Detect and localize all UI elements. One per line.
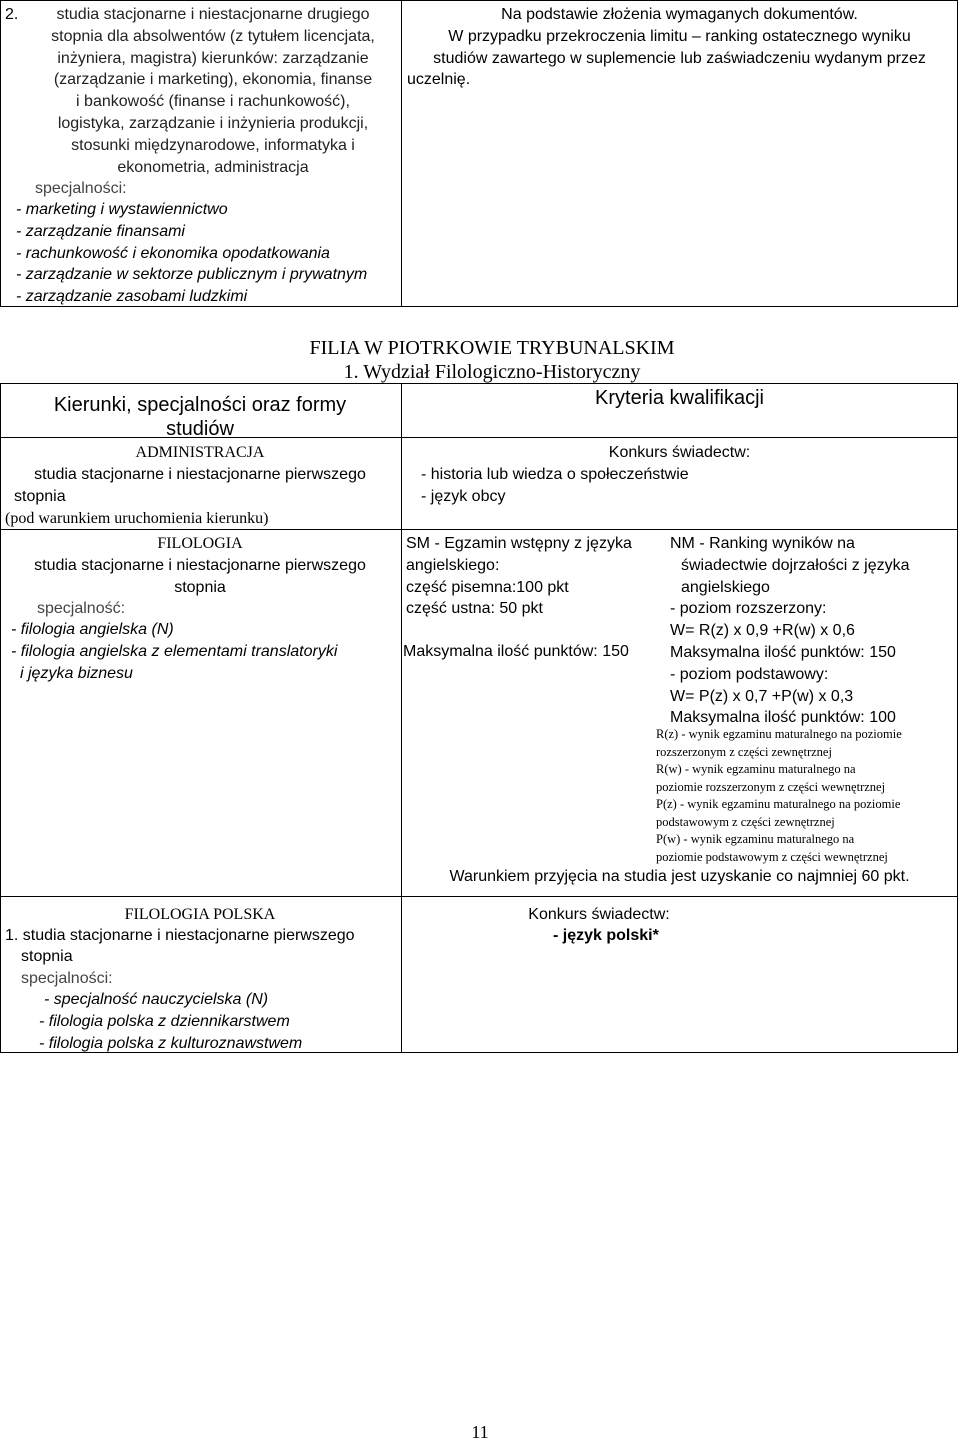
- administracja-cell: ADMINISTRACJA studia stacjonarne i niestacjonarne pierwszego: [2, 442, 398, 486]
- admission-condition: Warunkiem przyjęcia na studia jest uzyskanie co najmniej 60 pkt.: [449, 868, 910, 885]
- page-number: 11: [471, 1422, 489, 1442]
- top-criteria-last: uczelnię.: [407, 71, 471, 88]
- table-border: [401, 383, 402, 1053]
- program-title: FILOLOGIA POLSKA: [124, 906, 276, 923]
- filologia-polska-criteria-title: Konkurs świadectw:: [528, 906, 670, 923]
- list-item: - zarządzanie finansami: [16, 222, 185, 240]
- list-item: - filologia polska z dziennikarstwem: [39, 1012, 290, 1030]
- nm-criteria: NM - Ranking wyników na świadectwie dojrzałości z języka angielskiego - poziom rozszerzony: W= R(z) x 0,9 +R(w) x 0,6 Maksymalna ilość punktów: 150 - poziom podstawowy: W= P(z) x 0,7 +P(w) x 0,3 Maksymalna ilość punktów: 100: [670, 535, 910, 727]
- top-criteria: Na podstawie złożenia wymaganych dokumentów. W przypadku przekroczenia limitu – ranking ostatecznego wyniku studiów zawartego w suplemencie lub zaświadczeniu wydanym przez: [433, 6, 926, 67]
- table-border: [0, 383, 1, 1053]
- list-item: - język obcy: [421, 487, 506, 505]
- list-item: - marketing i wystawiennictwo: [16, 201, 228, 218]
- filologia-polska-spec-list: [39, 989, 302, 1054]
- list-item: - filologia polska z kulturoznawstwem: [39, 1034, 303, 1052]
- administracja-note: (pod warunkiem uruchomienia kierunku): [5, 510, 269, 527]
- spec-label: specjalności:: [35, 180, 127, 197]
- study-description: studia stacjonarne i niestacjonarne drugiego stopnia dla absolwentów (z tytułem licencjata, inżyniera, magistra) kierunków: zarządzanie (zarządzanie i marketing), ekonomia, finanse i bankowość (finanse i rachunkowość), logistyka, zarządzanie i inżynieria produkcji, stosunki międzynarodowe, informatyka i ekonometria, administracja: [51, 6, 375, 176]
- table-border: [957, 0, 958, 307]
- table-border: [957, 383, 958, 1053]
- col-header-criteria: Kryteria kwalifikacji: [595, 387, 764, 409]
- filologia-spec-list: - filologia angielska (N) - filologia angielska z elementami translatoryki i języka biznesu: [11, 621, 338, 682]
- sm-criteria: SM - Egzamin wstępny z języka angielskiego: część pisemna:100 pkt część ustna: 50 pkt: [406, 535, 632, 618]
- faculty-title: 1. Wydział Filologiczno-Historyczny: [343, 361, 641, 383]
- specialization-list: [16, 199, 367, 308]
- program-title: ADMINISTRACJA: [135, 444, 265, 461]
- table-border: [0, 383, 958, 384]
- item-number: 2.: [5, 6, 19, 23]
- list-item: - rachunkowość i ekonomika opodatkowania: [16, 244, 330, 262]
- spec-label: specjalności:: [21, 970, 113, 987]
- filologia-polska-cell: [2, 904, 398, 926]
- list-item: - zarządzanie w sektorze publicznym i prywatnym: [16, 266, 368, 284]
- filologia-polska-criteria-item: - język polski*: [553, 927, 659, 944]
- list-item: - zarządzanie zasobami ludzkimi: [16, 288, 248, 306]
- spec-label: specjalność:: [37, 600, 126, 617]
- table-border: [0, 0, 958, 1]
- list-item: - filologia angielska (N): [11, 621, 174, 638]
- administracja-criteria-title: Konkurs świadectw:: [608, 444, 751, 461]
- branch-title: FILIA W PIOTRKOWIE TRYBUNALSKIM: [309, 337, 675, 359]
- list-item: - filologia angielska z elementami translatoryki: [11, 642, 338, 660]
- table-border: [0, 896, 958, 897]
- sm-max: Maksymalna ilość punktów: 150: [403, 643, 629, 660]
- legend: R(z) - wynik egzaminu maturalnego na poziomie rozszerzonym z części zewnętrznej R(w) - wynik egzaminu maturalnego na poziomie rozszerzonym z części wewnętrznej P(z) - wynik egzaminu maturalnego na poziomie podstawowym z części zewnętrznej P(w) - wynik egzaminu maturalnego na poziomie podstawowym z części wewnętrznej: [656, 727, 902, 864]
- list-item: - historia lub wiedza o społeczeństwie: [421, 466, 689, 483]
- col-header-programs: Kierunki, specjalności oraz formy studiów: [53, 394, 347, 440]
- program-title: FILOLOGIA: [157, 535, 243, 552]
- table-border: [0, 0, 1, 307]
- filologia-cell: FILOLOGIA studia stacjonarne i niestacjonarne pierwszego stopnia: [2, 533, 398, 598]
- list-item: - specjalność nauczycielska (N): [44, 991, 269, 1008]
- administracja-criteria-list: [421, 464, 689, 508]
